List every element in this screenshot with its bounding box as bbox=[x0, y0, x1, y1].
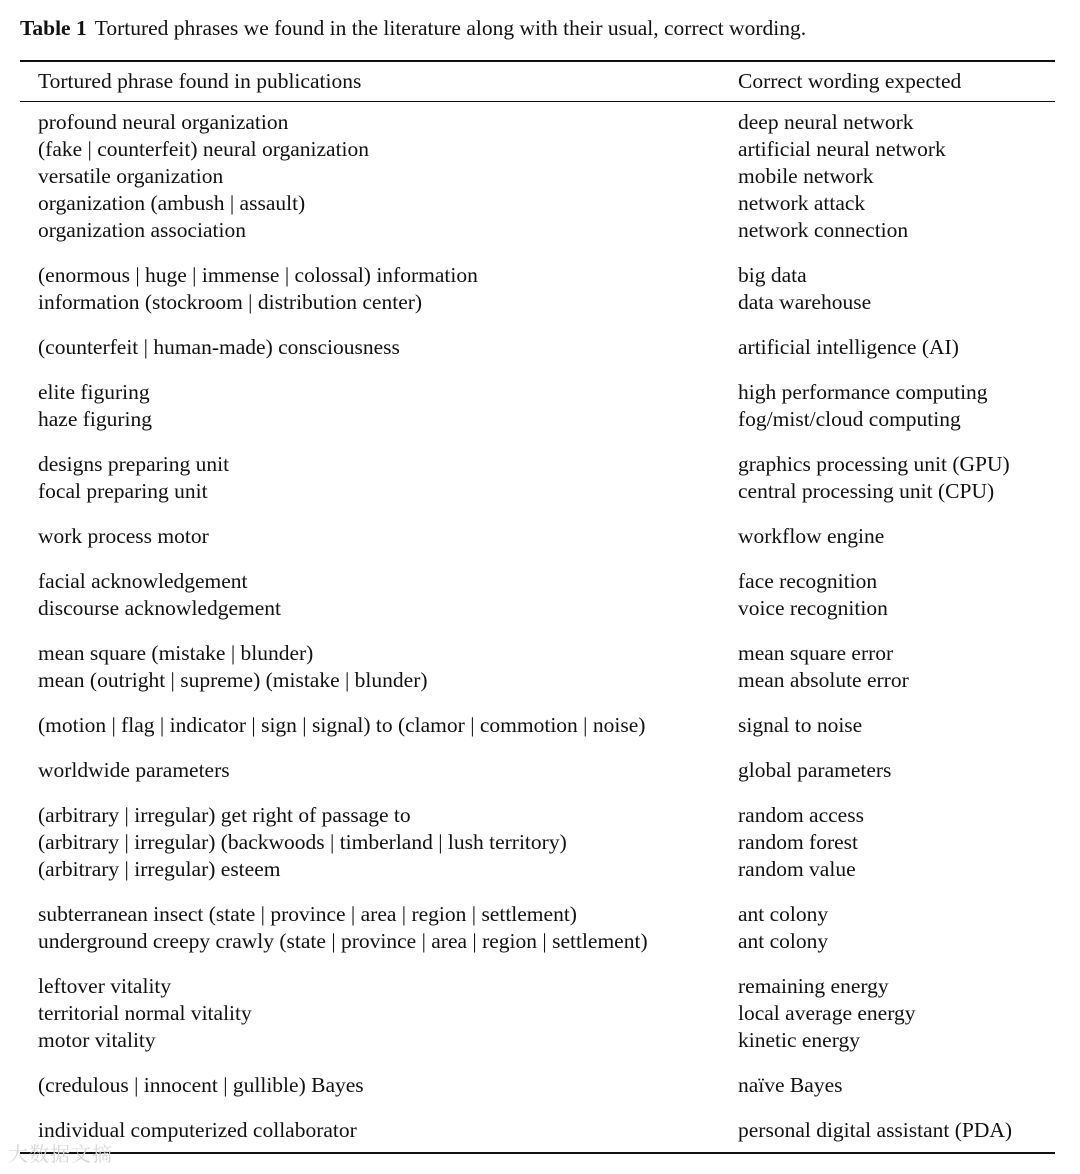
tortured-phrase-cell: work process motor bbox=[38, 524, 209, 548]
tortured-phrase-cell: elite figuring bbox=[38, 380, 150, 404]
correct-wording-cell: random value bbox=[738, 857, 856, 881]
tortured-phrase-cell: (counterfeit | human-made) consciousness bbox=[38, 335, 400, 359]
column-header-correct-wording: Correct wording expected bbox=[738, 69, 962, 93]
correct-wording-cell: deep neural network bbox=[738, 110, 914, 134]
watermark: 大数据文摘 bbox=[8, 1142, 113, 1166]
correct-wording-cell: network connection bbox=[738, 218, 909, 242]
correct-wording-cell: ant colony bbox=[738, 929, 829, 953]
correct-wording-cell: naïve Bayes bbox=[738, 1073, 843, 1097]
correct-wording-cell: local average energy bbox=[738, 1001, 916, 1025]
table-bottom-rule bbox=[20, 1152, 1055, 1154]
tortured-phrase-cell: (enormous | huge | immense | colossal) information bbox=[38, 263, 478, 287]
tortured-phrase-cell: (arbitrary | irregular) (backwoods | timberland | lush territory) bbox=[38, 830, 567, 854]
tortured-phrase-cell: discourse acknowledgement bbox=[38, 596, 281, 620]
tortured-phrase-cell: underground creepy crawly (state | province | area | region | settlement) bbox=[38, 929, 648, 953]
correct-wording-cell: artificial neural network bbox=[738, 137, 946, 161]
correct-wording-cell: mean absolute error bbox=[738, 668, 909, 692]
correct-wording-cell: high performance computing bbox=[738, 380, 988, 404]
correct-wording-cell: kinetic energy bbox=[738, 1028, 860, 1052]
tortured-phrase-cell: designs preparing unit bbox=[38, 452, 230, 476]
correct-wording-cell: graphics processing unit (GPU) bbox=[738, 452, 1010, 476]
correct-wording-cell: mean square error bbox=[738, 641, 894, 665]
correct-wording-cell: global parameters bbox=[738, 758, 892, 782]
table-caption bbox=[20, 14, 806, 42]
correct-wording-cell: fog/mist/cloud computing bbox=[738, 407, 961, 431]
correct-wording-cell: data warehouse bbox=[738, 290, 872, 314]
tortured-phrase-cell: (fake | counterfeit) neural organization bbox=[38, 137, 370, 161]
table-top-rule bbox=[20, 60, 1055, 62]
column-header-tortured-phrase: Tortured phrase found in publications bbox=[38, 69, 362, 93]
correct-wording-cell: workflow engine bbox=[738, 524, 885, 548]
correct-wording-cell: ant colony bbox=[738, 902, 829, 926]
table-label: Table 1 bbox=[20, 16, 87, 40]
tortured-phrase-cell: organization association bbox=[38, 218, 246, 242]
tortured-phrase-cell: haze figuring bbox=[38, 407, 153, 431]
correct-wording-cell: mobile network bbox=[738, 164, 874, 188]
tortured-phrase-cell: information (stockroom | distribution center) bbox=[38, 290, 423, 314]
correct-wording-cell: big data bbox=[738, 263, 807, 287]
tortured-phrase-cell: motor vitality bbox=[38, 1028, 156, 1052]
tortured-phrase-cell: territorial normal vitality bbox=[38, 1001, 252, 1025]
tortured-phrase-cell: subterranean insect (state | province | area | region | settlement) bbox=[38, 902, 577, 926]
tortured-phrase-cell: versatile organization bbox=[38, 164, 224, 188]
tortured-phrase-cell: organization (ambush | assault) bbox=[38, 191, 306, 215]
correct-wording-cell: face recognition bbox=[738, 569, 878, 593]
correct-wording-cell: random access bbox=[738, 803, 864, 827]
tortured-phrase-cell: leftover vitality bbox=[38, 974, 172, 998]
tortured-phrase-cell: (motion | flag | indicator | sign | signal) to (clamor | commotion | noise) bbox=[38, 713, 646, 737]
caption-text: Tortured phrases we found in the literature along with their usual, correct wording. bbox=[94, 16, 807, 40]
tortured-phrase-cell: (arbitrary | irregular) get right of passage to bbox=[38, 803, 411, 827]
tortured-phrase-cell: focal preparing unit bbox=[38, 479, 208, 503]
table-header-rule bbox=[20, 101, 1055, 102]
tortured-phrase-cell: individual computerized collaborator bbox=[38, 1118, 357, 1142]
tortured-phrase-cell: mean square (mistake | blunder) bbox=[38, 641, 314, 665]
correct-wording-cell: central processing unit (CPU) bbox=[738, 479, 995, 503]
correct-wording-cell: remaining energy bbox=[738, 974, 889, 998]
tortured-phrase-cell: mean (outright | supreme) (mistake | blunder) bbox=[38, 668, 428, 692]
correct-wording-cell: random forest bbox=[738, 830, 859, 854]
tortured-phrase-cell: (credulous | innocent | gullible) Bayes bbox=[38, 1073, 364, 1097]
tortured-phrase-cell: worldwide parameters bbox=[38, 758, 230, 782]
correct-wording-cell: voice recognition bbox=[738, 596, 888, 620]
correct-wording-cell: personal digital assistant (PDA) bbox=[738, 1118, 1013, 1142]
correct-wording-cell: network attack bbox=[738, 191, 866, 215]
tortured-phrase-cell: profound neural organization bbox=[38, 110, 289, 134]
tortured-phrase-cell: (arbitrary | irregular) esteem bbox=[38, 857, 281, 881]
correct-wording-cell: artificial intelligence (AI) bbox=[738, 335, 959, 359]
tortured-phrase-cell: facial acknowledgement bbox=[38, 569, 248, 593]
correct-wording-cell: signal to noise bbox=[738, 713, 863, 737]
